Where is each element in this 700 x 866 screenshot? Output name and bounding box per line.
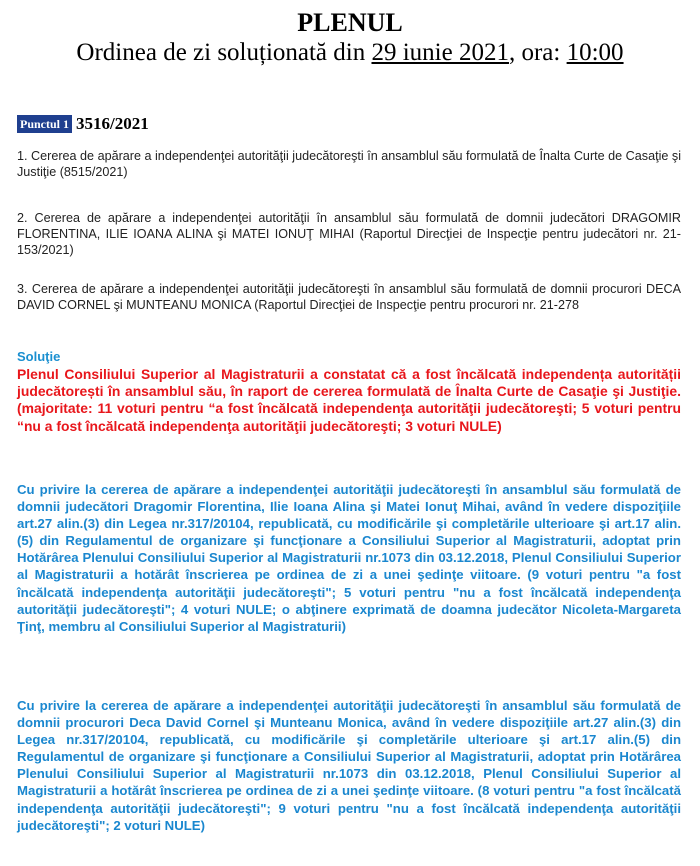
solution-paragraph-2: Cu privire la cererea de apărare a independenţei autorităţii judecătoreşti în ansamblul său formulată de domnii procurori Deca David Cornel şi Munteanu Monica, având în vedere dispoziţiile art.27 alin.(3) din Legea nr.317/20104, republicată, cu modificările şi completările ulterioare şi art.17 alin.(5) din Regulamentul de organizare şi funcţionare a Consiliului Superior al Magistraturii, adoptat prin Hotărârea Plenului Consiliului Superior al Magistraturii nr.1073 din 03.12.2018, Plenul Consiliului Superior al Magistraturii a hotărât înscrierea pe ordinea de zi a unei şedinţe viitoare. (8 voturi pentru "a fost încălcată independenţa autorităţii judecătoreşti"; 9 voturi pentru "nu a fost încălcată independenţa autorităţii judecătoreşti"; 2 voturi NULE) — [17, 698, 681, 833]
subtitle-middle: , ora: — [508, 39, 567, 66]
agenda-item-1: 1. Cererea de apărare a independenţei autorităţii judecătoreşti în ansamblul său formulată de Înalta Curte de Casaţie şi Justiţie (8515/2021) — [17, 149, 681, 179]
agenda-item-3: 3. Cererea de apărare a independenţei autorităţii judecătoreşti în ansamblul său formulată de domnii procurori DECA DAVID CORNEL şi MUNTEANU MONICA (Raportul Direcţiei de Inspecţie pentru procurori nr. 21-278 — [17, 282, 681, 312]
agenda-item-2: 2. Cererea de apărare a independenţei autorităţii în ansamblul său formulată de domnii judecători DRAGOMIR FLORENTINA, ILIE IOANA ALINA şi MATEI IONUŢ MIHAI (Raportul Direcţiei de Inspecţie pentru judecători nr. 21-153/2021) — [17, 211, 681, 257]
page-title: PLENUL — [297, 8, 403, 37]
agenda-point-header — [17, 113, 149, 135]
solution-main: Plenul Consiliului Superior al Magistraturii a constatat că a fost încălcată independența autorității judecătorești în ansamblul său, în raport de cererea formulată de Înalta Curte de Casaţie şi Justiţie. (majoritate: 11 voturi pentru “a fost încălcată independenţa autorităţii judecătoreşti; 5 voturi pentru “nu a fost încălcată independenţa autorităţii judecătoreşti; 3 voturi NULE) — [17, 366, 681, 434]
subtitle-prefix: Ordinea de zi soluționată din — [76, 39, 372, 66]
solution-label: Soluţie — [17, 349, 61, 364]
session-time: 10:00 — [566, 39, 624, 66]
page-subtitle — [0, 38, 700, 68]
session-date: 29 iunie 2021 — [371, 39, 509, 66]
solution-paragraph-1: Cu privire la cererea de apărare a independenţei autorităţii judecătoreşti în ansamblul său formulată de domnii judecători Dragomir Florentina, Ilie Ioana Alina şi Matei Ionuţ Mihai, având în vedere dispoziţiile art.27 alin.(3) din Legea nr.317/20104, republicată, cu modificările şi completările ulterioare şi art.17 alin.(5) din Regulamentul de organizare şi funcţionare a Consiliului Superior al Magistraturii, adoptat prin Hotărârea Plenului Consiliului Superior al Magistraturii nr.1073 din 03.12.2018, Plenul Consiliului Superior al Magistraturii a hotărât înscrierea pe ordinea de zi a unei şedinţe viitoare. (9 voturi pentru "a fost încălcată independenţa autorităţii judecătoreşti"; 5 voturi pentru "nu a fost încălcată independenţa autorităţii judecătoreşti"; 4 voturi NULE; o abţinere exprimată de doamna judecător Nicoleta-Margareta Ţinţ, membru al Consiliului Superior al Magistraturii) — [17, 482, 681, 634]
case-number: 3516/2021 — [76, 114, 149, 133]
punct-badge: Punctul 1 — [17, 115, 72, 133]
